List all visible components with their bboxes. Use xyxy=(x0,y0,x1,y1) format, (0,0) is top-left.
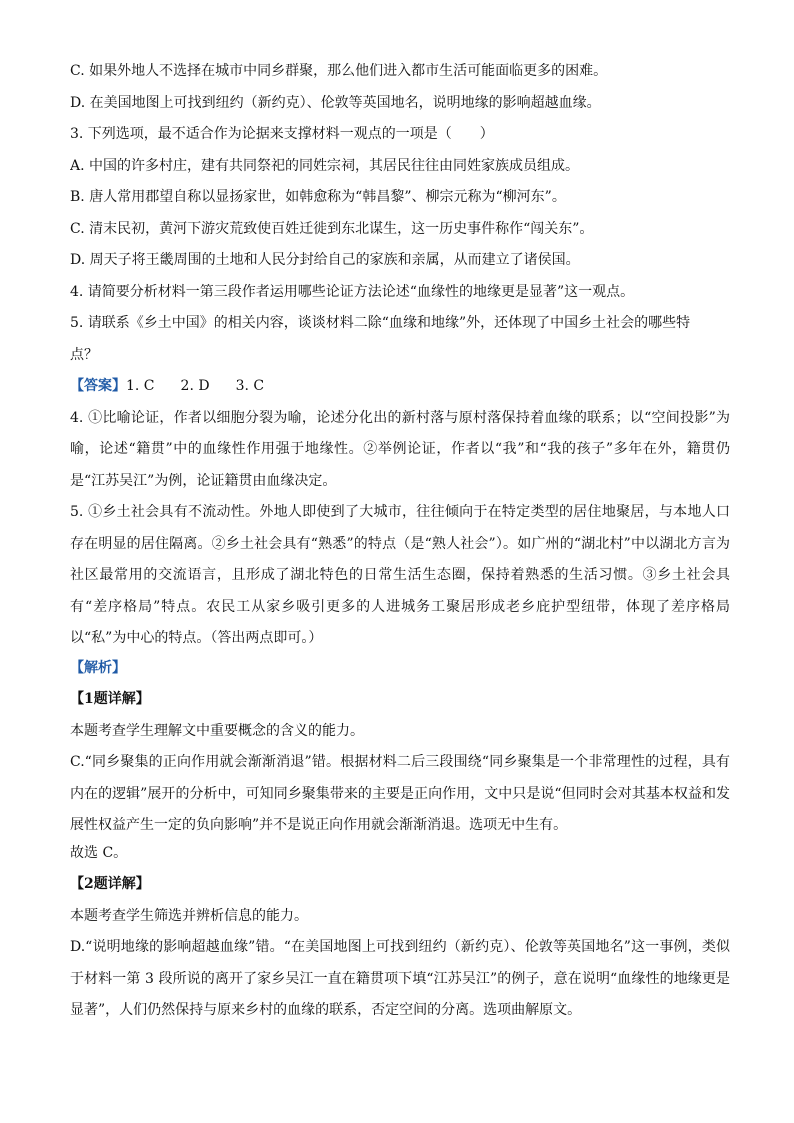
answer-2: 2. D xyxy=(180,378,210,394)
q3-option-c: C. 清末民初，黄河下游灾荒致使百姓迁徙到东北谋生，这一历史事件称作“闯关东”。 xyxy=(70,220,594,237)
analysis-tag: 【解析】 xyxy=(70,659,126,676)
q3-stem: 3. 下列选项，最不适合作为论据来支撑材料一观点的一项是（ ） xyxy=(70,126,494,142)
detail2-title: 【2题详解】 xyxy=(70,876,150,892)
q5-stem-line1: 5. 请联系《乡土中国》的相关内容，谈谈材料二除“血缘和地缘”外，还体现了中国乡土社会的哪些特 xyxy=(70,315,691,331)
detail1-title: 【1题详解】 xyxy=(70,691,150,707)
q3-option-b: B. 唐人常用郡望自称以显扬家世，如韩愈称为“韩昌黎”、柳宗元称为“柳河东”。 xyxy=(70,189,566,205)
detail2-body: D.“说明地缘的影响超越血缘”错。“在美国地图上可找到纽约（新约克）、伦敦等英国地名”这一事例，类似于材料一第 3 段所说的离开了家乡吴江一直在籍贯项下填“江苏吴江”的例子，意在说明“血缘性的地缘更是显著”，人们仍然保持与原来乡村的血缘的联系，否定空间的分离。选项曲解原文。 xyxy=(70,939,730,1018)
q2-option-c: C. 如果外地人不选择在城市中同乡群聚，那么他们进入都市生活可能面临更多的困难。 xyxy=(70,63,608,79)
answer-line xyxy=(70,375,730,397)
detail2-intro: 本题考查学生筛选并辨析信息的能力。 xyxy=(70,907,308,924)
q3-option-a: A. 中国的许多村庄，建有共同祭祀的同姓宗祠，其居民往往由同姓家族成员组成。 xyxy=(70,157,580,174)
answer-4: 4. ①比喻论证，作者以细胞分裂为喻，论述分化出的新村落与原村落保持着血缘的联系；以“空间投影”为喻，论述“籍贯”中的血缘性作用强于地缘性。②举例论证，作者以“我”和“我的孩子”多年在外，籍贯仍是“江苏吴江”为例，论证籍贯由血缘决定。 xyxy=(70,409,730,489)
document-page xyxy=(70,60,730,1027)
detail1-body: C.“同乡聚集的正向作用就会渐渐消退”错。根据材料二后三段围绕“同乡聚集是一个非常理性的过程，具有内在的逻辑”展开的分析中，可知同乡聚集带来的主要是正向作用，文中只是说“但同时会对其基本权益和发展性权益产生一定的负向影响”并不是说正向作用就会渐渐消退。选项无中生有。 xyxy=(70,754,730,833)
answer-1: 1. C xyxy=(126,378,155,394)
q5-stem-line2: 点？ xyxy=(70,346,98,363)
answer-5: 5. ①乡土社会具有不流动性。外地人即使到了大城市，往往倾向于在特定类型的居住地聚居，与本地人口存在明显的居住隔离。②乡土社会具有“熟悉”的特点（是“熟人社会”）。如广州的“湖北村”中以湖北方言为社区最常用的交流语言，且形成了湖北特色的日常生活生态圈，保持着熟悉的生活习惯。③乡土社会具有“差序格局”特点。农民工从家乡吸引更多的人进城务工聚居形成老乡庇护型纽带，体现了差序格局以“私”为中心的特点。（答出两点即可。） xyxy=(70,504,730,646)
answer-3: 3. C xyxy=(235,378,265,394)
q4-stem: 4. 请简要分析材料一第三段作者运用哪些论证方法论述“血缘性的地缘更是显著”这一观点。 xyxy=(70,283,635,300)
answer-tag: 【答案】 xyxy=(70,378,126,394)
detail1-intro: 本题考查学生理解文中重要概念的含义的能力。 xyxy=(70,722,364,739)
detail1-conclusion: 故选 C。 xyxy=(70,844,128,861)
q2-option-d: D. 在美国地图上可找到纽约（新约克）、伦敦等英国地名，说明地缘的影响超越血缘。 xyxy=(70,94,601,111)
q3-option-d: D. 周天子将王畿周围的土地和人民分封给自己的家族和亲属，从而建立了诸侯国。 xyxy=(70,252,580,268)
